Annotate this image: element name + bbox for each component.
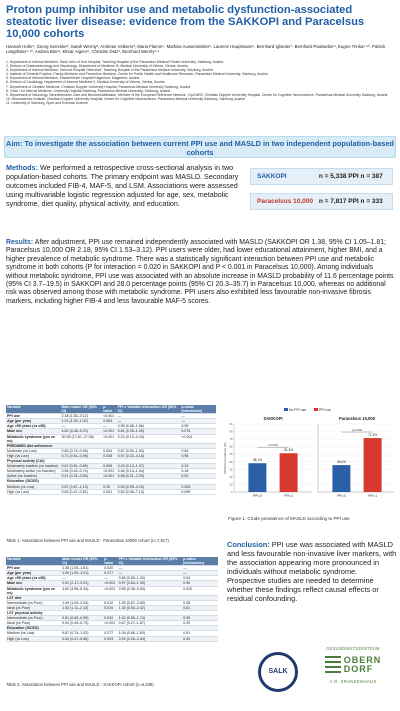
table-cell: — xyxy=(60,424,102,429)
table-cell: 1.00 (1.00–1.01) xyxy=(61,571,103,576)
table-cell: High (vs Low) xyxy=(6,489,60,494)
methods-text: We performed a retrospective cross-sectional analysis in two population-based cohorts. The primary endpoint was MASLD. Secondary outcomes included FIB-4, MAF-5, and LSM. Associations were assessed using multivariable logistic regression adjusted for age, sex, metabolic syndrome, diet quality, physical activity, and education. xyxy=(6,163,239,208)
conclusion-text: PPI use was associated with MASLD and less favourable non-invasive liver markers, with the association appearing more pronounced in individuals without metabolic syndrome. Prospective studies are needed to determine whether these findings reflect causal effects or residual confounding. xyxy=(227,540,397,603)
table-cell: <0.001 xyxy=(102,474,117,479)
logo-word-2: DORF xyxy=(343,664,374,674)
logo-bottom-text: A.Ö. KRANKENHAUS xyxy=(329,679,377,684)
table-header-cell: p-value xyxy=(103,557,118,566)
legend-swatch xyxy=(284,408,288,411)
table-cell: 0.020 xyxy=(103,566,118,571)
table-cell: High (vs Low) xyxy=(6,453,60,458)
table-cell: 0.81 xyxy=(182,605,218,610)
table-cell: 4.60 (3.96–5.34) xyxy=(61,586,103,595)
table-cell: 0.83 (0.74–0.94) xyxy=(60,448,102,453)
results-heading: Results: xyxy=(6,239,34,246)
prevalence-chart xyxy=(222,406,394,506)
table-cell: 0.38 xyxy=(182,600,218,605)
table-cell: 0.90 xyxy=(182,581,218,586)
y-tick-label: 20 xyxy=(229,474,233,479)
table-cell: Ideal (vs Poor) xyxy=(6,621,61,626)
results-text: After adjustment, PPI use remained independently associated with MASLD (SAKKOPI OR 1.38, 95% CI 1.05–1.81; Paracelsus 10,000 OR 2.18, 95% CI 1.53–3.12). PPI users were older, had lower educational attainment, higher BMI, and a higher prevalence of metabolic syndrome. There was a statistically significant interaction between PPI use and metabolic syndrome in both cohorts (P for interaction = 0.020 in SAKKOPI and P < 0.001 in Paracelsus 10,000). Among individuals without metabolic syndrome, PPI use was associated with an absolute increase in MASLD probability of 11.6 percentage points (95% CI 3.7–19.5) in SAKKOPI and 28.0 percentage points (95% CI 20.3–35.7) in Paracelsus 10,000, whereas no additional risk was observed among those with metabolic syndrome. PPI users also exhibited less favourable non-invasive fibrosis markers, including higher FIB-4 and less favourable MAF-5 scores. xyxy=(6,239,394,305)
table-cell: 0.87 (0.50–1.53) xyxy=(117,448,181,453)
table-cell: 0.64 xyxy=(180,448,216,453)
table-cell: 1.38 (1.05–1.81) xyxy=(61,566,103,571)
cohort-stats: n = 5,338 PPI n = 387 xyxy=(318,173,383,180)
cohort-box-paracelsus xyxy=(250,193,393,210)
table-cell: 0.001 xyxy=(102,489,117,494)
poster-title: Proton pump inhibitor use and metabolic dysfunction-associated steatotic liver disease: evidence from the SAKKOPI and Paracelsus 10,000 cohorts xyxy=(6,4,365,40)
table-cell: 0.43 (0.13–1.37) xyxy=(117,464,181,469)
table-cell: Age (per year) xyxy=(6,571,61,576)
table-cell: PREDIMED diet adherence xyxy=(6,443,60,448)
table-header-cell: p-value (interaction) xyxy=(182,557,218,566)
table-cell: 1.30 (0.50–2.42) xyxy=(118,605,183,610)
table1-caption: Table 1. Association between PPI use and MASLD - Paracelsus 10000 cohort (n=7,817) xyxy=(6,538,169,543)
table-cell: 0.003 xyxy=(103,636,118,641)
salk-logo: SALK xyxy=(258,652,298,692)
table-cell: <0.001 xyxy=(103,586,118,595)
table-row xyxy=(6,464,216,469)
cohort-stats: n = 7,817 PPI n = 333 xyxy=(318,198,383,205)
affiliation-line: 8. Clinic I for Internal Medicine, University Hospital Salzburg, Paracelsus Medical University, Salzburg, Austria xyxy=(6,88,171,93)
affiliation-line: 10. Neuroscience Institute, Christian Doppler University Hospital, Centre for Cognitive Neuroscience, Paracelsus Medical University Salzburg, Salzburg, Austria xyxy=(6,96,245,101)
affiliation-line: 5. Department of Internal Medicine, Elisabethinen Hospital Klagenfurt, Klagenfurt, Austria xyxy=(6,76,140,81)
figure-caption: Figure 1. Crude prevalence of MASLD according to PPI use xyxy=(228,516,350,521)
table-cell: 1.53 (1.11–2.12) xyxy=(61,605,103,610)
table-cell: <0.001 xyxy=(103,581,118,586)
y-tick-label: 50 xyxy=(229,452,233,457)
significance-label: p<0.001 xyxy=(267,443,279,448)
table-cell: Age (per year) xyxy=(6,419,60,424)
x-tick-label: PPI=0 xyxy=(253,494,262,498)
table-cell: 0.006 xyxy=(102,464,117,469)
bar-value-label: 38.1% xyxy=(252,458,262,463)
table-cell: 0.003 xyxy=(102,419,117,424)
affiliation-line: 4. Institute of General Practice, Family Medicine and Preventive Medicine, Center for Public Health and Healthcare Research, Paracelsus Medical University, Salzburg, Austria xyxy=(6,72,268,77)
affiliation-line: 6. Division of Cardiology, Department of Internal Medicine II, Medical University of Vienna, Vienna, Austria xyxy=(6,80,165,85)
conclusion-section xyxy=(227,540,397,603)
table-cell: <0.001 xyxy=(102,434,117,443)
table-cell: <0.001 xyxy=(102,414,117,419)
table-cell: Male sex xyxy=(6,581,61,586)
affiliation-line: 9. Department of Neurology, Neurointensive Care and Neurorehabilitation, Member of the European Reference Network - EpiCARE, Christian Doppler University Hospital, Centre for Cognitive Neuroscience, Paracelsus Medical University Salzburg, Austria xyxy=(6,92,388,97)
bar-value-label: 51.3% xyxy=(284,448,294,453)
y-tick-label: 70 xyxy=(229,437,233,442)
aim-banner: Aim: To investigate the association between current PPI use and MASLD in two independent population-based cohorts xyxy=(4,136,396,158)
table-cell: 1.49 (1.09–2.04) xyxy=(61,600,103,605)
table-cell: Metabolic syndrome (yes vs no) xyxy=(6,434,60,443)
table-cell: — xyxy=(61,576,103,581)
table-row xyxy=(6,586,218,595)
table2-caption: Table 2. Association between PPI use and MASLD - SAKKOPI cohort (n=5,338) xyxy=(6,682,154,687)
table-cell: 2.18 (1.53–3.12) xyxy=(60,414,102,419)
table-cell: 0.98 (0.58–1.66) xyxy=(117,424,181,429)
table-cell: — xyxy=(180,414,216,419)
table-cell: 0.54 xyxy=(182,576,218,581)
table-cell: <0.001 xyxy=(102,469,117,474)
table-cell: Active (vs Inactive) xyxy=(6,474,60,479)
table-cell: 0.45 (0.14–1.44) xyxy=(117,469,181,474)
methods-section xyxy=(6,163,248,208)
affiliation-line: 11. University of Salzburg, Sport and Exercise Science xyxy=(6,100,88,105)
table-cell: 30.95 (17.87–27.08) xyxy=(60,434,102,443)
table-cell: 0.67 (0.51–0.89) xyxy=(60,464,102,469)
table-cell: 0.012 xyxy=(103,600,118,605)
table-cell: <0.001 xyxy=(180,434,216,443)
table-cell: 0.87 (0.67–1.13) xyxy=(60,484,102,489)
affiliation-line: 7. Department of Geriatric Medicine, Christian Doppler University Hospital, Paracelsus Medical University Salzburg, Austria xyxy=(6,84,191,89)
table-row xyxy=(6,434,216,443)
table-cell: 0.54 (0.42–0.74) xyxy=(60,469,102,474)
table-cell: Moderately active (vs Inactive) xyxy=(6,469,60,474)
table-cell: PPI use xyxy=(6,566,61,571)
table-header-cell: p-value xyxy=(102,405,117,414)
table-cell: 0.91 xyxy=(182,631,218,636)
logo-word-1: OBERN xyxy=(343,654,382,665)
bar xyxy=(280,453,298,492)
table-sakkopi xyxy=(6,557,218,642)
table-cell: 0.038 xyxy=(102,453,117,458)
table-cell: 4.62 (4.08–5.23) xyxy=(60,429,102,434)
table-header-cell: Main model OR (95% CI) xyxy=(61,557,103,566)
table-cell: Physical activity (CAI) xyxy=(6,459,60,464)
y-tick-label: 60 xyxy=(229,444,233,449)
table-cell: 0.077 xyxy=(103,631,118,636)
x-tick-label: PPI=1 xyxy=(368,494,377,498)
table-cell: — xyxy=(180,419,216,424)
table-cell: 2.05 (0.99–4.23) xyxy=(117,484,181,489)
table-cell: Moderate (vs Low) xyxy=(6,448,60,453)
table-cell: 0.52 xyxy=(180,474,216,479)
table-cell: 0.97 (0.64–1.49) xyxy=(118,581,183,586)
affiliation-line: 3. Department of Internal Medicine, General Hospital Oberndorf, Teaching Hospital of the Paracelsus Medical University, Salzburg, Austria xyxy=(6,68,213,73)
table-cell: Intermediate (vs Poor) xyxy=(6,616,61,621)
table-cell: Medium (vs Low) xyxy=(6,484,60,489)
table-cell: 0.64 (0.47–0.85) xyxy=(61,636,103,641)
table-paracelsus xyxy=(6,405,216,495)
table-cell: 2.51 (2.17–2.91) xyxy=(61,581,103,586)
table-cell: 0.059 xyxy=(180,489,216,494)
table-cell: 2.62 (0.96–7.13) xyxy=(117,489,181,494)
table-cell: Medium (vs Low) xyxy=(6,631,61,636)
table-cell: 0.97 (0.22–4.18) xyxy=(117,453,181,458)
table-cell: 0.41 (0.31–0.54) xyxy=(60,474,102,479)
x-tick-label: PPI=0 xyxy=(337,494,346,498)
table-cell: 0.053 xyxy=(180,484,216,489)
x-tick-label: PPI=1 xyxy=(284,494,293,498)
table-header-cell: p-value (interaction) xyxy=(180,405,216,414)
table-row xyxy=(6,469,216,474)
bar-value-label: 71.4% xyxy=(368,433,378,438)
table-cell: 0.90 xyxy=(182,636,218,641)
table-cell: 1.01 (1.00–1.02) xyxy=(60,419,102,424)
legend-swatch xyxy=(314,408,318,411)
table-cell: 0.39 xyxy=(182,621,218,626)
logo-top-text: GESUNDHEITSZENTRUM xyxy=(326,646,380,651)
table-cell: — xyxy=(103,576,118,581)
table-cell: 0.81 (0.65–0.99) xyxy=(61,616,103,621)
table-cell: Intermediate (vs Poor) xyxy=(6,600,61,605)
table-cell: 0.96 xyxy=(180,453,216,458)
table-cell: — xyxy=(102,424,117,429)
y-tick-label: 0 xyxy=(230,490,233,494)
table-row xyxy=(6,489,216,494)
table-cell: — xyxy=(118,566,183,571)
methods-heading: Methods: xyxy=(6,163,38,172)
table-cell: 0.61 (0.35–1.05) xyxy=(117,429,181,434)
table-cell: LST physical activity xyxy=(6,611,61,616)
table-cell: 0.55 (0.38–0.93) xyxy=(118,586,183,595)
affiliation-line: 1. Department of Internal Medicine, Saint John of God Hospital, Teaching Hospital of the Paracelsus Medical Private University, Salzburg, Austria xyxy=(6,60,224,64)
table-header-cell: Variable xyxy=(6,557,61,566)
cohort-name: SAKKOPI xyxy=(257,173,287,180)
table-header-cell: PPI x Variable interaction OR (95% CI) xyxy=(118,557,183,566)
table-cell: 0.67 (0.27–1.67) xyxy=(118,621,183,626)
y-tick-label: 30 xyxy=(229,467,233,472)
author-list: Hannah Hofer¹, Georg Semmler², Sarah Wernly³, Andreas Völkerer³, Maria Flamm⁴, Mathias Ausserwinkler⁵, Laurenz Hauptmann⁶, Bernhard Iglseder⁷, Bernhard Paulweber⁸, Eugen Trinka⁹·¹⁰, Patrick Langthaler⁹·¹⁰, Andrea Bito¹¹, Elmar Aigner⁸, Christian Datz³, Bernhard Wernly³·⁸ xyxy=(6,44,386,55)
table-cell: <0.001 xyxy=(103,621,118,626)
table-cell: PPI use xyxy=(6,414,60,419)
table-cell: Metabolic syndrome (yes vs no) xyxy=(6,586,61,595)
table-cell: 0.042 xyxy=(103,616,118,621)
leaf-icon xyxy=(325,654,341,676)
table-cell: 0.277 xyxy=(103,571,118,576)
table-cell: — xyxy=(117,414,181,419)
table-cell: 0.074 xyxy=(180,429,216,434)
table-cell: Age >55 years (vs ≤55) xyxy=(6,576,61,581)
bar xyxy=(364,438,382,492)
table-cell: 0.95 xyxy=(180,424,216,429)
cohort-name: Paracelsus 10,000 xyxy=(257,198,314,205)
y-axis-label: MASLD prevalence (%) xyxy=(223,442,227,474)
cohort-box-sakkopi xyxy=(250,168,393,185)
table-cell: 1.35 (0.67–2.50) xyxy=(118,600,183,605)
panel-title: Paracelsus 10,000 xyxy=(338,416,376,421)
table-cell: 0.020 xyxy=(182,586,218,595)
table-cell: 0.62 (0.47–0.81) xyxy=(60,489,102,494)
legend-label: No PPI use xyxy=(289,408,307,412)
table-cell: 0.15 xyxy=(180,464,216,469)
table-cell: Education (ISCED) xyxy=(6,479,60,484)
table-cell: 0.87 (0.74–1.02) xyxy=(61,631,103,636)
table-cell: 0.24 (0.13–0.44) xyxy=(117,434,181,443)
table-cell: Age >55 years (vs ≤55) xyxy=(6,424,60,429)
table-cell: 0.68 (0.21–2.20) xyxy=(117,474,181,479)
table-row xyxy=(6,616,218,621)
table-cell: Education (ISCED) xyxy=(6,626,61,631)
table-row xyxy=(6,600,218,605)
y-tick-label: 90 xyxy=(229,422,233,426)
y-tick-label: 10 xyxy=(229,482,233,487)
table-cell: Male sex xyxy=(6,429,60,434)
table-cell: — xyxy=(182,571,218,576)
table-header-cell: PPI x Variable interaction OR (95% CI) xyxy=(117,405,181,414)
bar xyxy=(248,463,266,492)
table-cell: LST diet xyxy=(6,595,61,600)
table-cell: <0.001 xyxy=(102,429,117,434)
bar xyxy=(332,465,350,492)
panel-title: SAKKOPI xyxy=(263,416,283,421)
table-cell: — xyxy=(182,566,218,571)
table-cell: Ideal (vs Poor) xyxy=(6,605,61,610)
table-cell: 0.85 (0.50–1.43) xyxy=(118,576,183,581)
table-cell: 1.09 (0.66–1.60) xyxy=(118,631,183,636)
table-cell: Moderately inactive (vs Inactive) xyxy=(6,464,60,469)
table-cell: 0.004 xyxy=(102,448,117,453)
y-tick-label: 40 xyxy=(229,459,233,464)
table-cell: 1.02 (0.59–1.74) xyxy=(118,616,183,621)
table-cell: — xyxy=(118,571,183,576)
significance-label: p<0.001 xyxy=(351,428,363,433)
legend-label: PPI use xyxy=(319,408,331,412)
table-cell: High (vs Low) xyxy=(6,636,61,641)
bar-value-label: 35.6% xyxy=(336,460,346,465)
table-row xyxy=(6,636,218,641)
table-header-cell: Main model OR (95% CI) xyxy=(60,405,102,414)
table-cell: 0.54 (0.49–0.73) xyxy=(61,621,103,626)
table-cell: 0.18 xyxy=(180,469,216,474)
table-cell: 0.71 (0.51–0.98) xyxy=(60,453,102,458)
oberndorf-logo xyxy=(312,646,394,706)
table-cell: — xyxy=(117,419,181,424)
table-cell: 0.30 xyxy=(102,484,117,489)
table-header-cell: Variable xyxy=(6,405,60,414)
results-section xyxy=(6,239,394,306)
table-cell: 0.92 (0.25–3.44) xyxy=(118,636,183,641)
affiliation-line: 2. Division of Gastroenterology and Hepatology, Department of Medicine III, Medical University of Vienna, Vienna, Austria xyxy=(6,64,188,69)
y-tick-label: 80 xyxy=(229,429,233,434)
affiliations xyxy=(6,60,394,105)
table-cell: 0.010 xyxy=(103,605,118,610)
conclusion-heading: Conclusion: xyxy=(227,540,270,549)
table-cell: 0.95 xyxy=(182,616,218,621)
